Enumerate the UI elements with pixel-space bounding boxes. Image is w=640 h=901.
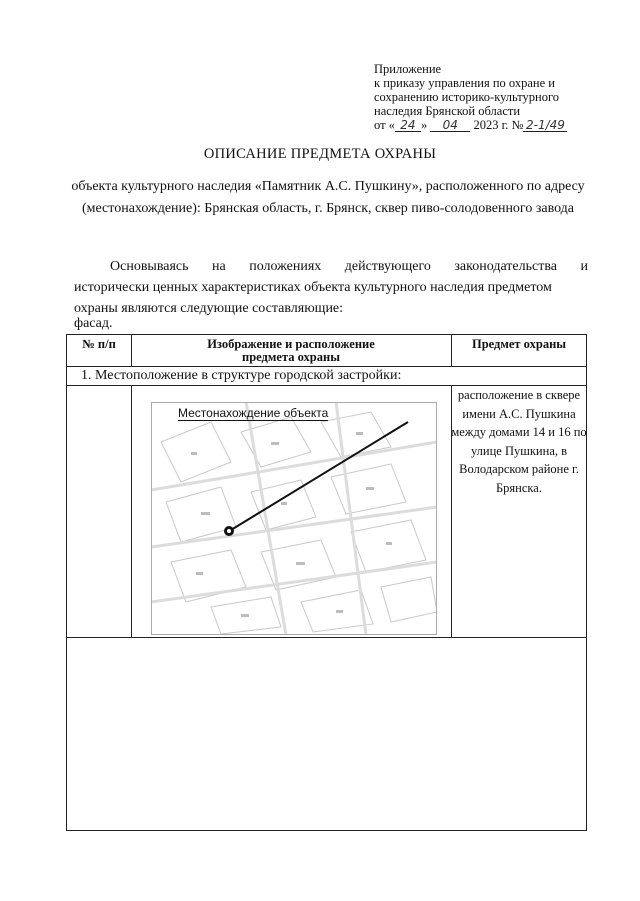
date-mid: »: [420, 118, 428, 132]
paragraph-line-2: исторически ценных характеристиках объекта культурного наследия предметом: [74, 280, 552, 295]
appendix-line-4: наследия Брянской области: [374, 104, 521, 118]
header-number: № п/п: [82, 337, 116, 351]
document-title: ОПИСАНИЕ ПРЕДМЕТА ОХРАНЫ: [203, 146, 437, 162]
appendix-line-1: Приложение: [374, 62, 442, 76]
date-prefix: от «: [374, 118, 395, 132]
header-image-line-1: Изображение и расположение: [207, 337, 375, 351]
paragraph-word: положениях: [249, 259, 322, 274]
paragraph-line-1: [74, 256, 588, 277]
row1-bottom-line: [67, 637, 586, 638]
handwritten-order-number: 2-1/49: [523, 120, 567, 132]
map-location-label: Местонахождение объекта: [178, 406, 329, 420]
header-image-line-2: предмета охраны: [242, 350, 340, 364]
appendix-date-line: [374, 118, 604, 132]
paragraph-line-3: охраны являются следующие составляющие:: [74, 301, 344, 316]
object-description: объекта культурного наследия «Памятник А.С. Пушкину», расположенного по адресу (местонахождение): Брянская область, г. Брянск, сквер пиво-солодовенного завода: [71, 179, 585, 216]
paragraph-word: и: [580, 259, 588, 274]
header-protection-subject: Предмет охраны: [471, 337, 567, 351]
paragraph-word: на: [212, 259, 226, 274]
handwritten-month: 04: [430, 120, 470, 132]
handwritten-day: 24: [395, 120, 421, 132]
header-bottom-line: [67, 366, 586, 367]
appendix-line-3: сохранению историко-культурного: [374, 90, 560, 104]
paragraph-word: законодательства: [454, 259, 557, 274]
section-1-heading: 1. Местоположение в структуре городской застройки:: [81, 368, 402, 383]
header-image-location: [131, 338, 451, 364]
paragraph-word: Основываясь: [110, 259, 189, 274]
paragraph-word: действующего: [344, 259, 431, 274]
row1-description: расположение в сквере имени А.С. Пушкина между домами 14 и 16 по улице Пушкина, в Володарском районе г. Брянска.: [451, 388, 587, 495]
appendix-line-2: к приказу управления по охране и: [374, 76, 555, 90]
col1-divider-row1: [131, 385, 132, 637]
fasad-text: фасад.: [74, 316, 113, 331]
intro-paragraph: [74, 256, 588, 319]
location-map-image: [151, 402, 437, 635]
appendix-header: [374, 62, 604, 132]
date-year: 2023 г. №: [473, 118, 524, 132]
